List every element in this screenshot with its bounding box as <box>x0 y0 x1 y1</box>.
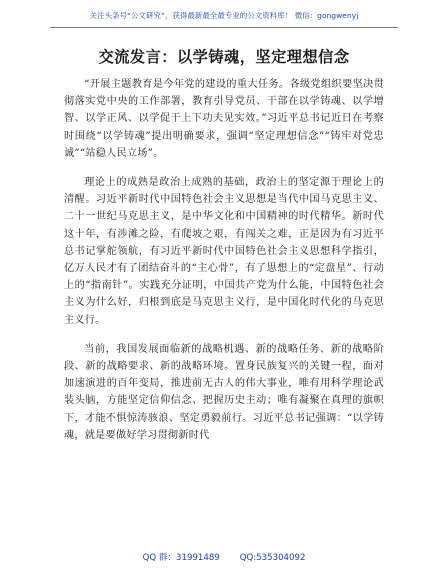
header-divider <box>50 27 398 28</box>
footer-contact <box>0 551 448 563</box>
footer-qq-number: QQ:535304092 <box>239 553 306 563</box>
body-paragraph-2: 理论上的成熟是政治上成熟的基础，政治上的坚定源于理论上的清醒。习近平新时代中国特色社会主义思想是当代中国马克思主义、二十一世纪马克思主义，是中华文化和中国精神的时代精华。新时代这十年，有涉滩之险，有爬坡之艰，有闯关之难，正是因为有习近平总书记掌舵领航，有习近平新时代中国特色社会主义思想科学指引，亿万人民才有了团结奋斗的“主心骨”，有了思想上的“定盘星”、行动上的“指南针”。实践充分证明，中国共产党为什么能，中国特色社会主义为什么好，归根到底是马克思主义行，是中国化时代化的马克思主义行。 <box>64 177 384 326</box>
header-banner: 关注头条号“公文研究”，获得最新最全最专业的公文资料库！ 微信：gongwenyj <box>89 11 359 20</box>
body-paragraph-1: “开展主题教育是今年党的建设的重大任务。各级党组织要坚决贯彻落实党中央的工作部署，教育引导党员、干部在以学铸魂、以学增智、以学正风、以学促干上下功夫见实效。”习近平总书记近日在考察时围绕“以学铸魂”提出明确要求，强调“坚定理想信念”“铸牢对党忠诚”“站稳人民立场”。 <box>64 79 384 159</box>
body-paragraph-3: 当前，我国发展面临新的战略机遇、新的战略任务、新的战略阶段、新的战略要求、新的战略环境。置身民族复兴的关键一程，面对加速演进的百年变局，推进前无古人的伟大事业，唯有用科学理论武装头脑，方能坚定信仰信念、把握历史主动；唯有凝聚在真理的旗帜下，才能不惧惊涛骇浪、坚定勇毅前行。习近平总书记强调：“以学铸魂，就是要做好学习贯彻新时代 <box>64 343 384 441</box>
footer-qq-group: QQ 群：31991489 <box>142 553 220 563</box>
document-title: 交流发言：以学铸魂，坚定理想信念 <box>98 48 350 66</box>
document-body <box>64 76 384 456</box>
